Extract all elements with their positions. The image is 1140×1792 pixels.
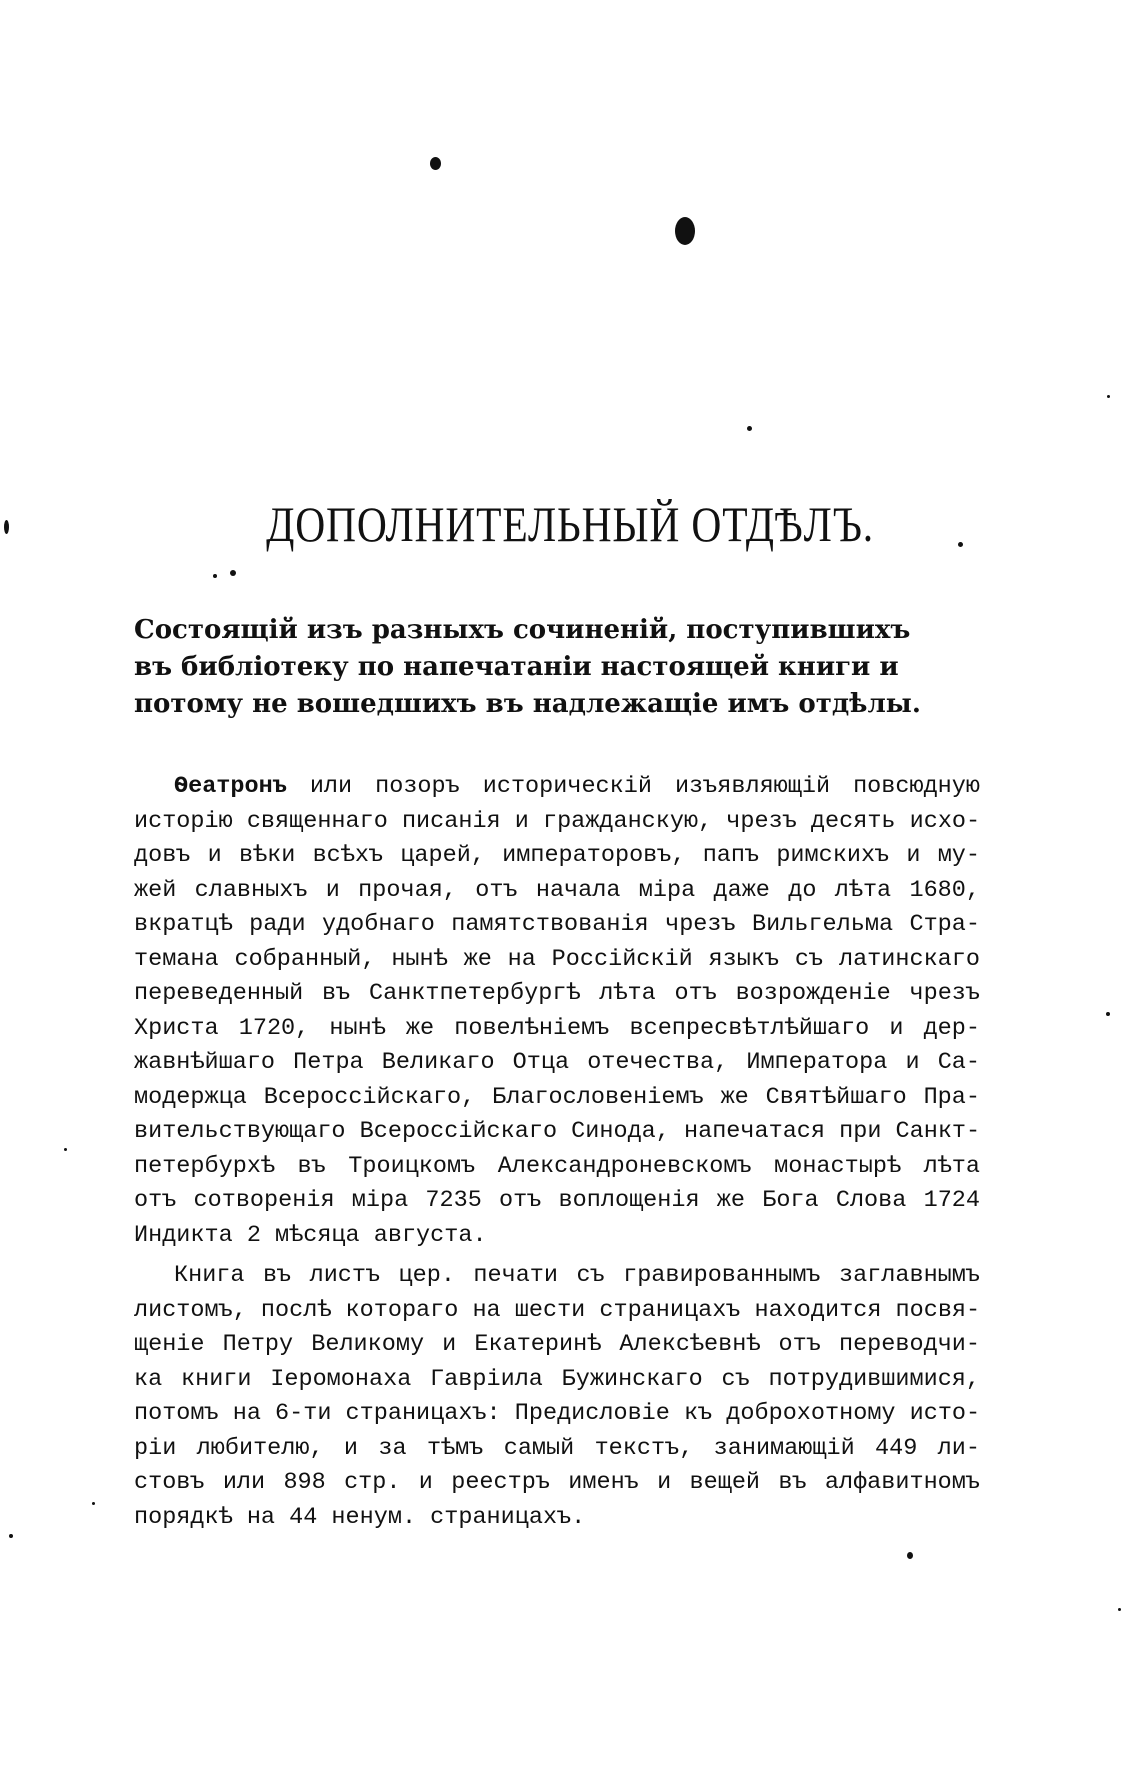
paragraph-line: листомъ, послѣ котораго на шести страницахъ находится посвя- (134, 1296, 981, 1324)
paragraph-line (134, 770, 980, 805)
paragraph-line: Христа 1720, нынѣ же повелѣніемъ всепресвѣтлѣйшаго и дер- (134, 1014, 980, 1042)
print-speck (92, 1502, 95, 1505)
paragraph-line: порядкѣ на 44 ненум. страницахъ. (134, 1503, 586, 1531)
entry-paragraph-description (134, 1259, 980, 1535)
section-title: ДОПОЛНИТЕЛЬНЫЙ ОТДѢЛЪ. (266, 496, 874, 552)
paragraph-line: отъ сотворенія міра 7235 отъ воплощенія же Бога Слова 1724 (134, 1187, 980, 1214)
paragraph-line: петербурхѣ въ Троицкомъ Александроневскомъ монастырѣ лѣта (134, 1152, 980, 1180)
paragraph-line: вительствующаго Всероссійскаго Синода, напечатася при Санкт- (134, 1118, 981, 1145)
bibliographic-entry (134, 770, 980, 1535)
print-speck (958, 542, 963, 547)
print-speck (747, 426, 752, 431)
paragraph-line: темана собранный, нынѣ же на Россійскій языкъ съ латинскаго (134, 945, 980, 973)
print-speck (430, 157, 441, 170)
paragraph-line: жавнѣйшаго Петра Великаго Отца отечества, Императора и Са- (134, 1049, 980, 1076)
print-speck (4, 520, 9, 534)
paragraph-line: ка книги Іеромонаха Гавріила Бужинскаго съ потрудившимися, (134, 1365, 980, 1393)
subtitle-line: въ библіотеку по напечатаніи настоящей книги и (134, 652, 899, 682)
print-speck (1106, 1012, 1110, 1016)
entry-paragraph-title (134, 770, 980, 1253)
paragraph-line: Индикта 2 мѣсяца августа. (134, 1221, 487, 1249)
entry-lead-word: Ѳеатронъ (174, 773, 287, 800)
paragraph-line: щеніе Петру Великому и Екатеринѣ Алексѣевнѣ отъ переводчи- (134, 1331, 980, 1358)
print-speck (1118, 1608, 1121, 1611)
print-speck (64, 1148, 67, 1151)
paragraph-line-text: или позоръ историческій изъявляющій повсюдную (309, 773, 980, 800)
print-speck (1107, 395, 1110, 398)
print-speck (230, 570, 236, 576)
print-speck (907, 1552, 913, 1559)
paragraph-line: довъ и вѣки всѣхъ царей, императоровъ, папъ римскихъ и му- (134, 842, 980, 869)
paragraph-line: жей славныхъ и прочая, отъ начала міра даже до лѣта 1680, (134, 876, 980, 904)
paragraph-line: Книга въ листъ цер. печати съ гравированнымъ заглавнымъ (174, 1262, 980, 1289)
print-speck (213, 574, 217, 578)
print-speck (9, 1534, 13, 1538)
paragraph-line: исторію священнаго писанія и гражданскую, чрезъ десять исхо- (134, 807, 981, 835)
paragraph-line: переведенный въ Санктпетербургѣ лѣта отъ возрожденіе чрезъ (134, 980, 980, 1007)
paragraph-line: ріи любителю, и за тѣмъ самый текстъ, занимающій 449 ли- (134, 1434, 980, 1462)
paragraph-line: потомъ на 6-ти страницахъ: Предисловіе къ доброхотному исто- (134, 1400, 981, 1427)
paragraph-line: стовъ или 898 стр. и реестръ именъ и вещей въ алфавитномъ (134, 1469, 980, 1496)
paragraph-line: вкратцѣ ради удобнаго памятствованія чрезъ Вильгельма Стра- (134, 911, 980, 938)
subtitle-line: потому не вошедшихъ въ надлежащіе имъ отдѣлы. (134, 689, 921, 719)
paragraph-line: модержца Всероссійскаго, Благословеніемъ же Святѣйшаго Пра- (134, 1083, 980, 1111)
section-subtitle (134, 612, 982, 723)
print-speck (675, 217, 695, 245)
subtitle-line: Состоящій изъ разныхъ сочиненій, поступившихъ (134, 615, 911, 645)
